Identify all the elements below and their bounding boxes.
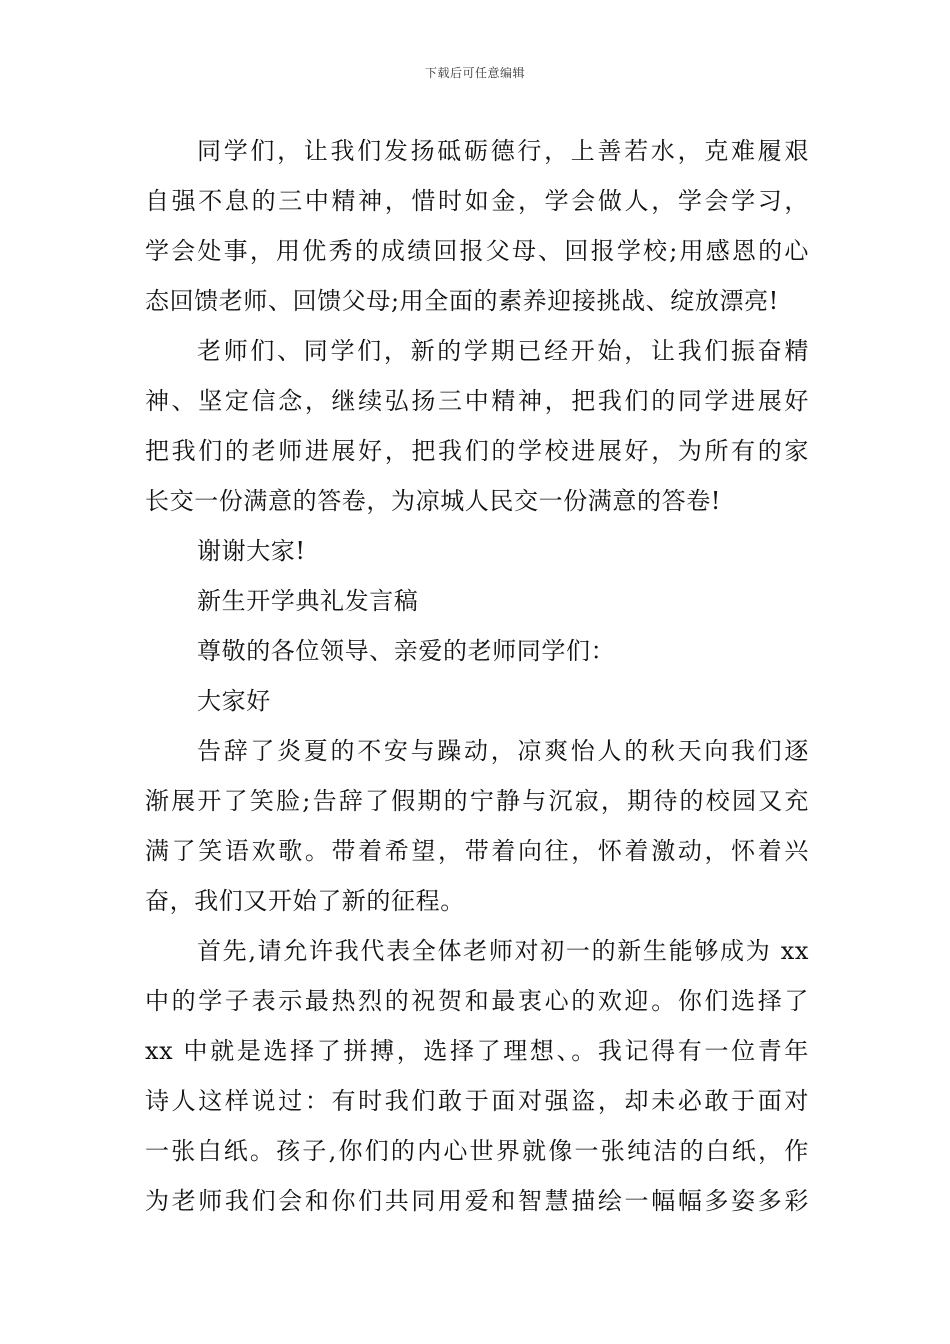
text-line: 满了笑语欢歌。带着希望，带着向往，怀着激动，怀着兴 — [145, 837, 809, 865]
text-line: 奋，我们又开始了新的征程。 — [145, 887, 465, 915]
text-line: 学会处事，用优秀的成绩回报父母、回报学校;用感恩的心 — [145, 237, 809, 265]
text-line: 态回馈老师、回馈父母;用全面的素养迎接挑战、绽放漂亮! — [145, 287, 779, 315]
text-line: 告辞了炎夏的不安与躁动，凉爽怡人的秋天向我们逐 — [197, 737, 809, 765]
text-line: 新生开学典礼发言稿 — [197, 587, 419, 615]
text-line: xx 中就是选择了拼搏，选择了理想、。我记得有一位青年 — [145, 1037, 809, 1065]
text-line: 为老师我们会和你们共同用爱和智慧描绘一幅幅多姿多彩 — [145, 1187, 809, 1215]
text-line: 大家好 — [197, 687, 271, 715]
text-line: 把我们的老师进展好，把我们的学校进展好，为所有的家 — [145, 437, 809, 465]
text-line: 中的学子表示最热烈的祝贺和最衷心的欢迎。你们选择了 — [145, 987, 809, 1015]
text-line: 长交一份满意的答卷，为凉城人民交一份满意的答卷! — [145, 487, 722, 515]
document-body — [145, 126, 809, 1226]
text-line: 尊敬的各位领导、亲爱的老师同学们： — [197, 637, 616, 665]
text-line: 首先,请允许我代表全体老师对初一的新生能够成为 xx — [197, 937, 809, 965]
text-line: 同学们，让我们发扬砥砺德行，上善若水，克难履艰 — [197, 137, 809, 165]
text-line: 自强不息的三中精神，惜时如金，学会做人，学会学习， — [145, 187, 809, 215]
text-line: 神、坚定信念，继续弘扬三中精神，把我们的同学进展好 — [145, 387, 809, 415]
text-line: 谢谢大家! — [197, 537, 306, 565]
text-line: 渐展开了笑脸;告辞了假期的宁静与沉寂，期待的校园又充 — [145, 787, 809, 815]
text-line: 老师们、同学们，新的学期已经开始，让我们振奋精 — [197, 337, 809, 365]
page-header: 下载后可任意编辑 — [424, 66, 525, 80]
text-line: 诗人这样说过：有时我们敢于面对强盗，却未必敢于面对 — [145, 1087, 809, 1115]
text-line: 一张白纸。孩子,你们的内心世界就像一张纯洁的白纸，作 — [145, 1137, 809, 1165]
